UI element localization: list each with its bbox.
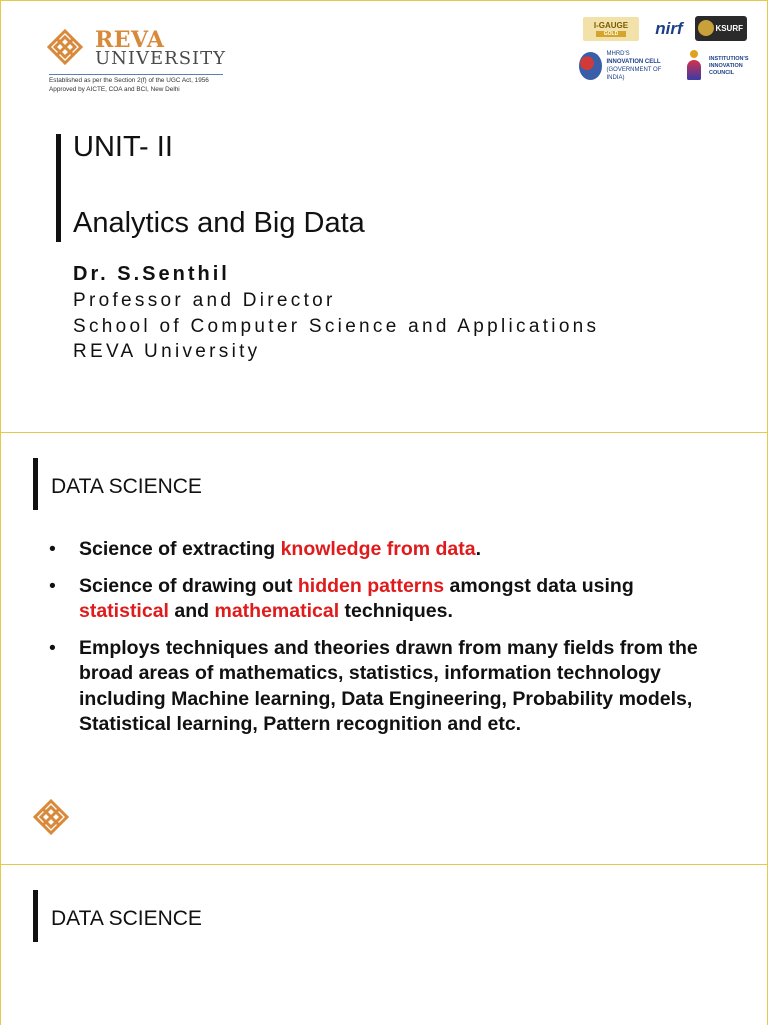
mic-line-3: (GOVERNMENT OF INDIA) bbox=[606, 67, 662, 81]
bullet-text: Employs techniques and theories drawn from many fields from the broad areas of mathematics, statistics, information technology including Machine learning, Data Engineering, Probability models, Statistical learning, Pattern recognition and etc. bbox=[79, 636, 698, 735]
igauge-level: GOLD bbox=[596, 31, 626, 37]
logo-divider bbox=[49, 74, 223, 75]
bullet-text: and bbox=[168, 600, 215, 622]
title-slide bbox=[0, 0, 768, 433]
bullet-text: techniques. bbox=[339, 600, 453, 622]
bullet-item bbox=[49, 574, 729, 625]
logo-title: REVA bbox=[95, 27, 165, 53]
iic-text bbox=[709, 56, 749, 77]
ksurf-badge bbox=[695, 16, 747, 41]
mhrd-innovation-cell-logo bbox=[579, 51, 669, 81]
ksurf-emblem-icon bbox=[698, 20, 714, 36]
section-accent-bar bbox=[33, 890, 38, 942]
bullet-text: Science of extracting bbox=[79, 538, 281, 560]
data-science-slide bbox=[0, 432, 768, 865]
author-school: School of Computer Science and Applications bbox=[73, 316, 600, 337]
highlighted-text: mathematical bbox=[214, 600, 340, 622]
section-title: DATA SCIENCE bbox=[51, 475, 202, 498]
section-accent-bar bbox=[33, 458, 38, 510]
section-title: DATA SCIENCE bbox=[51, 907, 202, 930]
bullet-text: amongst data using bbox=[444, 574, 634, 597]
unit-heading: UNIT- II bbox=[73, 131, 173, 163]
logo-subtitle: UNIVERSITY bbox=[95, 48, 227, 69]
mic-text bbox=[606, 50, 669, 82]
bullet-list bbox=[49, 537, 729, 749]
mic-line-1: MHRD'S bbox=[606, 51, 630, 57]
highlighted-text: statistical bbox=[79, 600, 169, 622]
established-line-2: Approved by AICTE, COA and BCI, New Delhi bbox=[49, 86, 180, 93]
author-designation: Professor and Director bbox=[73, 290, 336, 311]
title-accent-bar bbox=[56, 134, 61, 242]
highlighted-text: knowledge from data bbox=[280, 538, 476, 560]
slide-title: Analytics and Big Data bbox=[73, 207, 365, 239]
igauge-badge bbox=[583, 17, 639, 41]
reva-knot-icon bbox=[47, 29, 83, 65]
mic-line-2: INNOVATION CELL bbox=[606, 59, 661, 65]
established-line-1: Established as per the Section 2(f) of the UGC Act, 1956 bbox=[49, 77, 209, 84]
iic-line-1: INSTITUTION'S bbox=[709, 55, 749, 62]
iic-line-2: INNOVATION bbox=[709, 62, 743, 69]
iic-line-3: COUNCIL bbox=[709, 69, 735, 76]
ksurf-label: KSURF bbox=[715, 24, 743, 33]
iic-logo bbox=[685, 49, 751, 83]
logo-established-text bbox=[49, 76, 209, 94]
nirf-logo: nirf bbox=[655, 19, 683, 38]
iic-figure-icon bbox=[685, 50, 707, 82]
reva-knot-icon bbox=[33, 799, 69, 835]
brain-icon bbox=[579, 52, 602, 80]
reva-university-logo bbox=[47, 29, 227, 99]
bullet-text: . bbox=[475, 538, 482, 560]
bullet-item bbox=[49, 636, 729, 738]
author-university: REVA University bbox=[73, 341, 261, 362]
bullet-text: Science of drawing out bbox=[79, 574, 298, 597]
highlighted-text: hidden patterns bbox=[297, 574, 445, 597]
igauge-label: I-GAUGE bbox=[593, 21, 629, 30]
data-science-slide-2 bbox=[0, 864, 768, 1025]
author-name: Dr. S.Senthil bbox=[73, 263, 230, 285]
bullet-item bbox=[49, 537, 729, 563]
